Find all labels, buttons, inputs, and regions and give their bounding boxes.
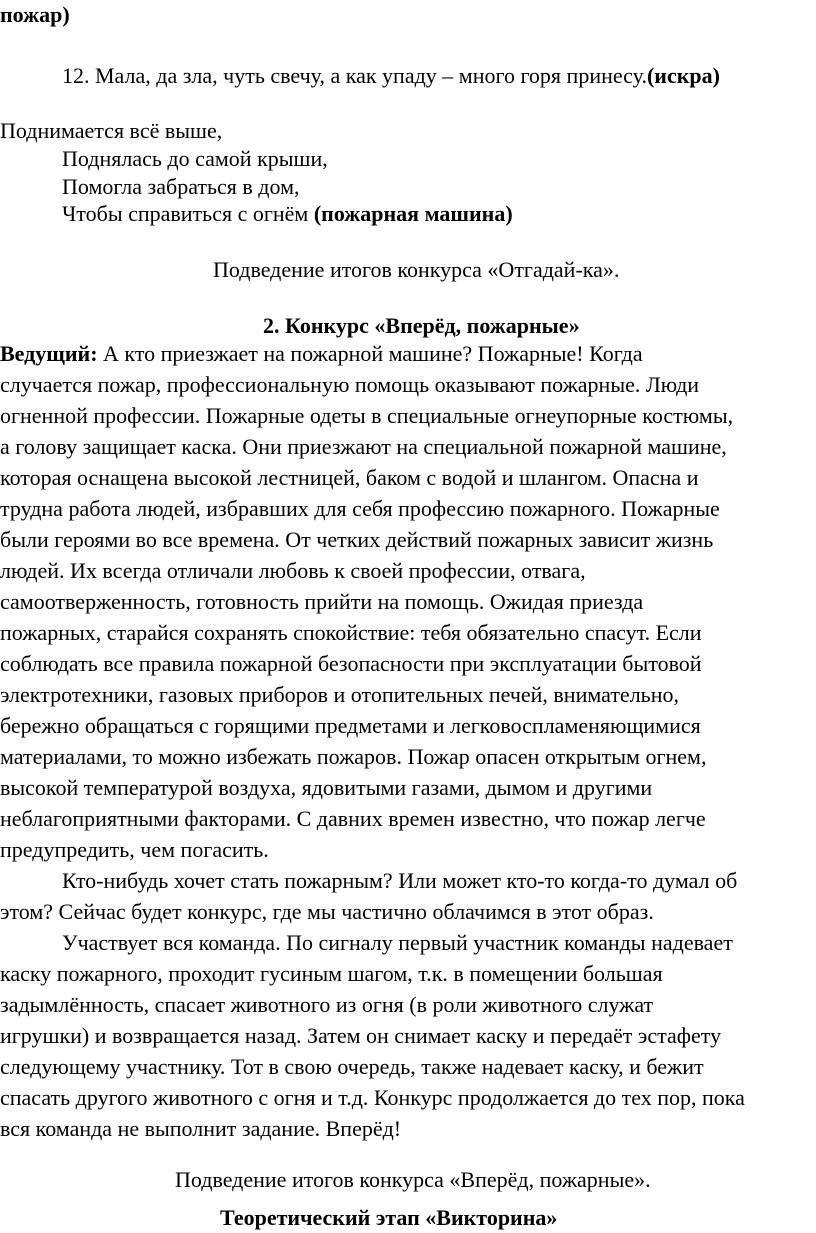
host-line: соблюдать все правила пожарной безопасности при эксплуатации бытовой (0, 651, 702, 676)
host-line: предупредить, чем погасить. (0, 837, 269, 862)
summary-otgadayka: Подведение итогов конкурса «Отгадай-ка». (213, 257, 620, 282)
riddle-12-text: 12. Мала, да зла, чуть свечу, а как упаду – много горя принесу. (62, 63, 647, 88)
para3-line: игрушки) и возвращается назад. Затем он снимает каску и передаёт эстафету (0, 1023, 722, 1048)
para2-line: Кто-нибудь хочет стать пожарным? Или может кто-то когда-то думал об (62, 868, 738, 893)
poem-line-4-text: Чтобы справиться с огнём (62, 201, 309, 226)
para3-line: задымлённость, спасает животного из огня (в роли животного служат (0, 992, 654, 1017)
para2-line: этом? Сейчас будет конкурс, где мы частично облачимся в этот образ. (0, 899, 654, 924)
summary-vpered: Подведение итогов конкурса «Вперёд, пожарные». (175, 1167, 651, 1192)
host-line: неблагоприятными факторами. С давних времен известно, что пожар легче (0, 806, 706, 831)
host-label: Ведущий: (0, 341, 98, 366)
para3-line: вся команда не выполнит задание. Вперёд! (0, 1116, 402, 1141)
poem-line-2: Поднялась до самой крыши, (62, 146, 328, 171)
poem-line-4 (62, 199, 513, 229)
host-line: а голову защищает каска. Они приезжают на специальной пожарной машине, (0, 434, 727, 459)
host-line: огненной профессии. Пожарные одеты в специальные огнеупорные костюмы, (0, 403, 734, 428)
host-line: были героями во все времена. От четких действий пожарных зависит жизнь (0, 527, 714, 552)
para3-line: следующему участнику. Тот в свою очередь, также надевает каску, и бежит (0, 1054, 704, 1079)
host-line: которая оснащена высокой лестницей, баком с водой и шлангом. Опасна и (0, 465, 699, 490)
host-line: трудна работа людей, избравших для себя профессию пожарного. Пожарные (0, 496, 720, 521)
contest-2-title: 2. Конкурс «Вперёд, пожарные» (263, 313, 580, 338)
host-line: самоотверженность, готовность прийти на помощь. Ожидая приезда (0, 589, 644, 614)
para3-line: каску пожарного, проходит гусиным шагом, т.к. в помещении большая (0, 961, 663, 986)
riddle-12-answer: (искра) (646, 63, 720, 88)
host-line-0-text: А кто приезжает на пожарной машине? Пожарные! Когда (97, 341, 643, 366)
host-line-0 (0, 339, 643, 369)
poem-line-3: Помогла забраться в дом, (62, 174, 300, 199)
poem-line-1: Поднимается всё выше, (0, 118, 223, 143)
theory-title: Теоретический этап «Викторина» (220, 1205, 558, 1230)
top-bold-fragment: пожар) (0, 2, 70, 27)
para3-line: спасать другого животного с огня и т.д. Конкурс продолжается до тех пор, пока (0, 1085, 745, 1110)
host-line: людей. Их всегда отличали любовь к своей профессии, отвага, (0, 558, 586, 583)
host-line: пожарных, старайся сохранять спокойствие: тебя обязательно спасут. Если (0, 620, 702, 645)
poem-answer: (пожарная машина) (313, 201, 513, 226)
host-line: бережно обращаться с горящими предметами и легковоспламеняющимися (0, 713, 701, 738)
para3-line: Участвует вся команда. По сигналу первый участник команды надевает (62, 930, 733, 955)
host-line: высокой температурой воздуха, ядовитыми газами, дымом и другими (0, 775, 653, 800)
host-line: материалами, то можно избежать пожаров. Пожар опасен открытым огнем, (0, 744, 707, 769)
host-line: электротехники, газовых приборов и отопительных печей, внимательно, (0, 682, 679, 707)
riddle-12 (62, 61, 720, 91)
host-line: случается пожар, профессиональную помощь оказывают пожарные. Люди (0, 372, 700, 397)
